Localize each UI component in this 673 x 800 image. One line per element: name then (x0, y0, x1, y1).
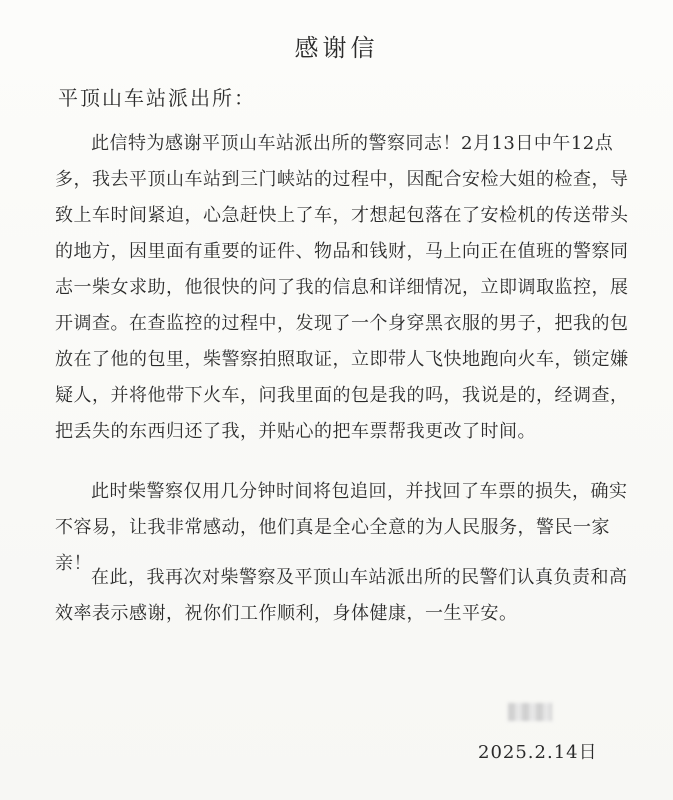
letter-date: 2025.2.14日 (478, 742, 598, 763)
letter-paragraph-1: 此信特为感谢平顶山车站派出所的警察同志！2月13日中午12点多，我去平顶山车站到三门峡站的过程中，因配合安检大姐的检查，导致上车时间紧迫，心急赶快上了车，才想起包落在了安检机的传送带头的地方，因里面有重要的证件、物品和钱财，马上向正在值班的警察同志一柴女求助，他很快的问了我的信息和详细情况，立即调取监控，展开调查。在查监控的过程中，发现了一个身穿黑衣服的男子，把我的包放在了他的包里，柴警察拍照取证，立即带人飞快地跑向火车，锁定嫌疑人，并将他带下火车，问我里面的包是我的吗，我说是的，经调查，把丢失的东西归还了我，并贴心的把车票帮我更改了时间。 (55, 133, 629, 442)
letter-title: 感谢信 (294, 34, 379, 62)
letter-paragraph-2: 此时柴警察仅用几分钟时间将包追回，并找回了车票的损失，确实不容易，让我非常感动，他们真是全心全意的为人民服务，警民一家亲！ (55, 481, 628, 574)
redacted-signature (508, 703, 552, 721)
letter-paragraph-3: 在此，我再次对柴警察及平顶山车站派出所的民警们认真负责和高效率表示感谢，祝你们工作顺利，身体健康，一生平安。 (55, 567, 628, 624)
letter-salutation: 平顶山车站派出所： (58, 86, 256, 110)
